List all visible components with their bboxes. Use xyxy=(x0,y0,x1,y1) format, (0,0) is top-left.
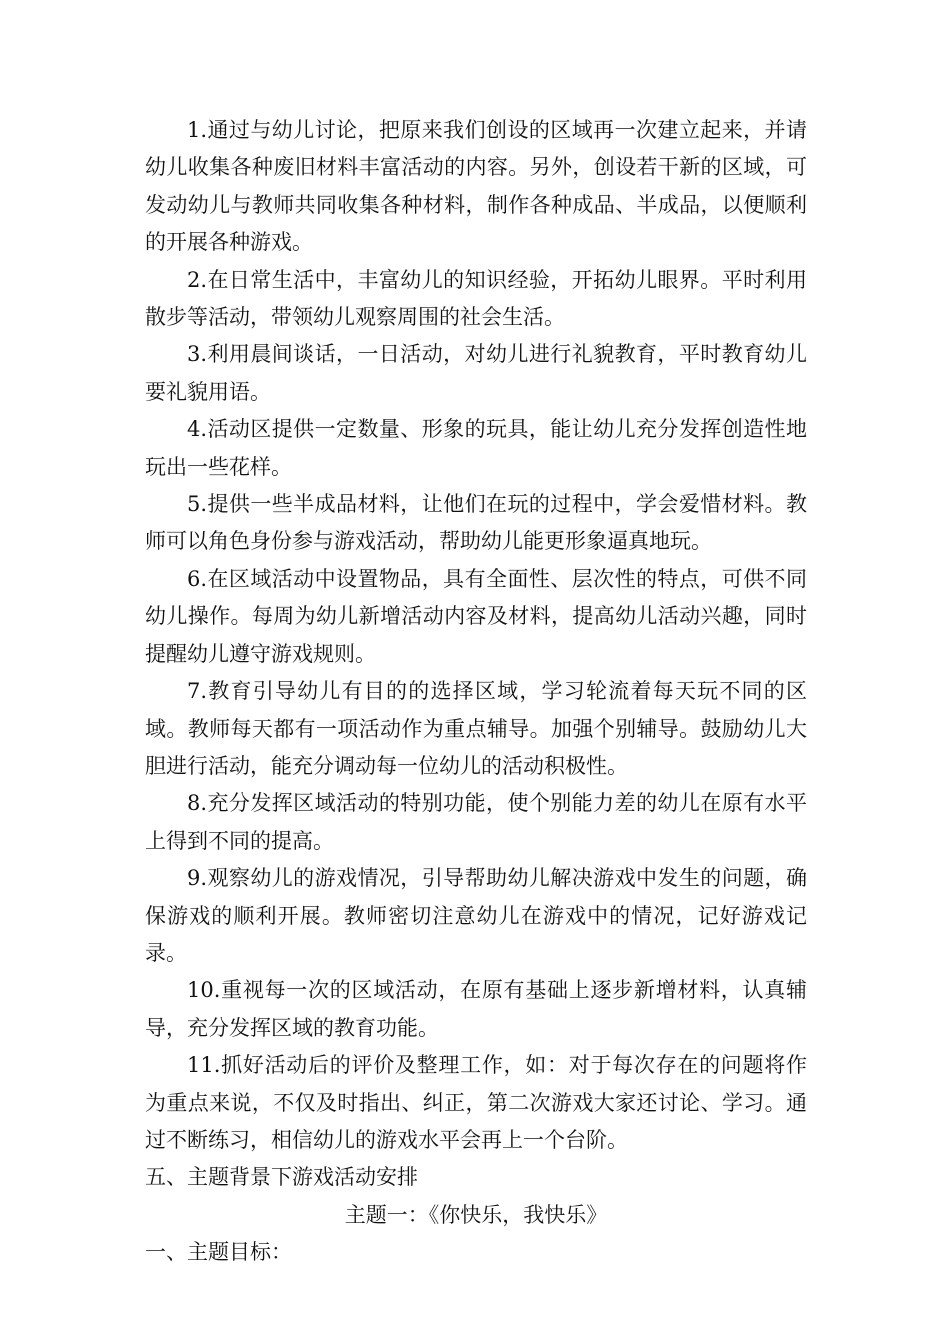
paragraph-5: 5.提供一些半成品材料，让他们在玩的过程中，学会爱惜材料。教师可以角色身份参与游戏活动，帮助幼儿能更形象逼真地玩。 xyxy=(145,492,807,554)
paragraph-9: 9.观察幼儿的游戏情况，引导帮助幼儿解决游戏中发生的问题，确保游戏的顺利开展。教师密切注意幼儿在游戏中的情况，记好游戏记录。 xyxy=(145,866,807,965)
section-heading: 五、主题背景下游戏活动安排 xyxy=(145,1165,418,1190)
paragraph-3: 3.利用晨间谈话，一日活动，对幼儿进行礼貌教育，平时教育幼儿要礼貌用语。 xyxy=(145,342,807,404)
document-page xyxy=(145,112,807,1272)
paragraph-11: 11.抓好活动后的评价及整理工作，如：对于每次存在的问题将作为重点来说，不仅及时指出、纠正，第二次游戏大家还讨论、学习。通过不断练习，相信幼儿的游戏水平会再上一个台阶。 xyxy=(145,1053,807,1152)
paragraph-10: 10.重视每一次的区域活动，在原有基础上逐步新增材料，认真辅导，充分发挥区域的教育功能。 xyxy=(145,978,807,1040)
theme-title: 主题一：《你快乐，我快乐》 xyxy=(344,1202,608,1227)
paragraph-7: 7.教育引导幼儿有目的的选择区域，学习轮流着每天玩不同的区域。教师每天都有一项活动作为重点辅导。加强个别辅导。鼓励幼儿大胆进行活动，能充分调动每一位幼儿的活动积极性。 xyxy=(145,679,807,778)
paragraph-1: 1.通过与幼儿讨论，把原来我们创设的区域再一次建立起来，并请幼儿收集各种废旧材料丰富活动的内容。另外，创设若干新的区域，可发动幼儿与教师共同收集各种材料，制作各种成品、半成品，以便顺利的开展各种游戏。 xyxy=(145,118,807,255)
paragraph-6: 6.在区域活动中设置物品，具有全面性、层次性的特点，可供不同幼儿操作。每周为幼儿新增活动内容及材料，提高幼儿活动兴趣，同时提醒幼儿遵守游戏规则。 xyxy=(145,566,807,666)
paragraph-2: 2.在日常生活中，丰富幼儿的知识经验，开拓幼儿眼界。平时利用散步等活动，带领幼儿观察周围的社会生活。 xyxy=(145,267,807,330)
paragraph-4: 4.活动区提供一定数量、形象的玩具，能让幼儿充分发挥创造性地玩出一些花样。 xyxy=(145,417,807,479)
paragraph-8: 8.充分发挥区域活动的特别功能，使个别能力差的幼儿在原有水平上得到不同的提高。 xyxy=(145,791,807,853)
subheading: 一、主题目标： xyxy=(145,1240,292,1265)
